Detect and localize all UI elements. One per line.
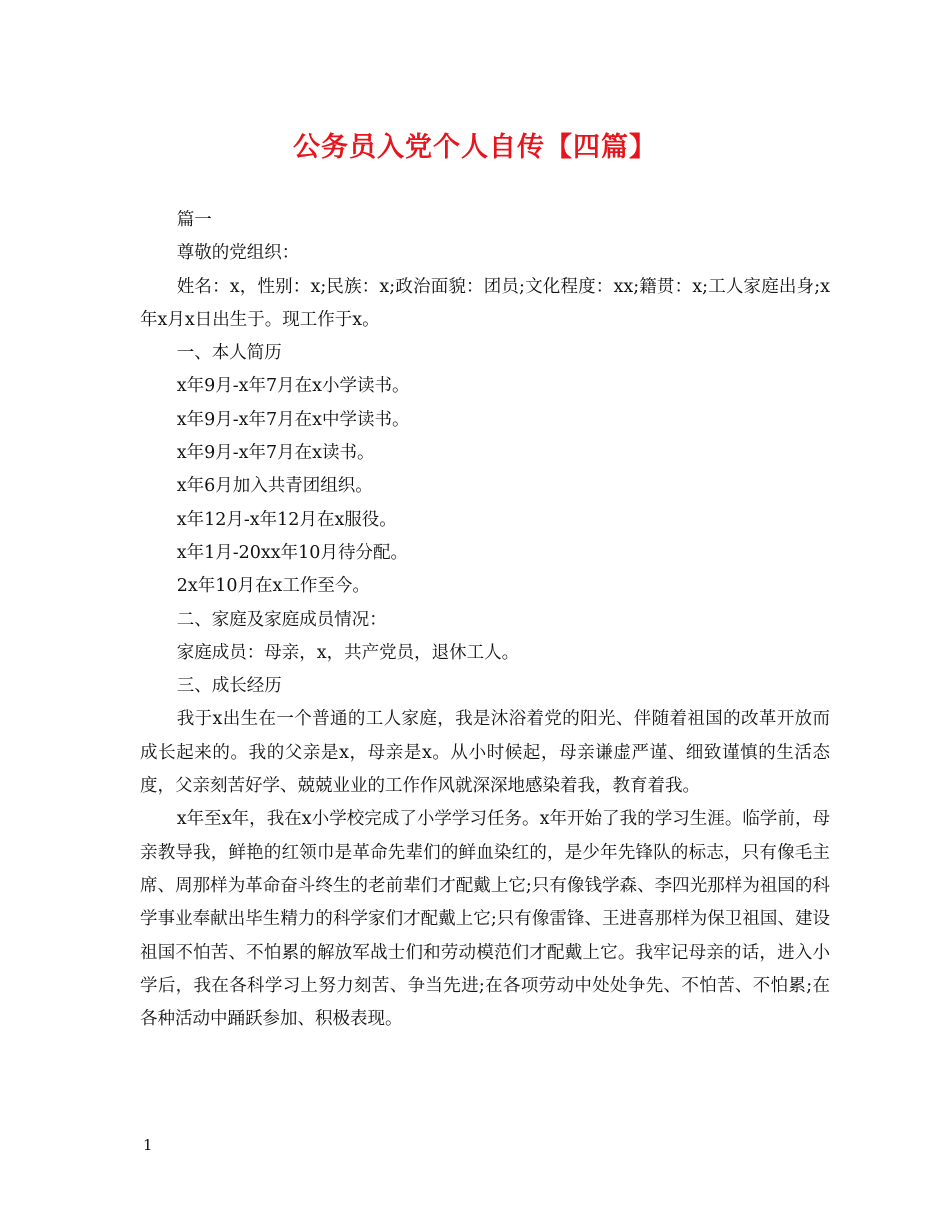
resume-item: x年1月-20xx年10月待分配。: [176, 542, 408, 563]
document-title: 公务员入党个人自传【四篇】: [293, 132, 657, 163]
resume-item: x年9月-x年7月在x读书。: [176, 443, 375, 464]
family-members: 家庭成员：母亲，x，共产党员，退休工人。: [176, 642, 520, 663]
growth-paragraph: 我于x出生在一个普通的工人家庭，我是沐浴着党的阳光、伴随着祖国的改革开放而成长起来的。我的父亲是x，母亲是x。从小时候起，母亲谦虚严谨、细致谨慎的生活态度，父亲刻苦好学、兢兢业业的工作作风就深深地感染着我，教育着我。: [140, 709, 830, 797]
resume-item: x年9月-x年7月在x中学读书。: [176, 409, 410, 430]
resume-item: x年9月-x年7月在x小学读书。: [176, 376, 410, 397]
resume-item: x年12月-x年12月在x服役。: [176, 509, 397, 530]
resume-heading: 一、本人简历: [176, 343, 282, 364]
family-heading: 二、家庭及家庭成员情况：: [176, 609, 387, 630]
personal-info-paragraph: 姓名：x，性别：x;民族：x;政治面貌：团员;文化程度：xx;籍贯：x;工人家庭出身;x年x月x日出生于。现工作于x。: [140, 276, 830, 330]
growth-paragraph: x年至x年，我在x小学校完成了小学学习任务。x年开始了我的学习生涯。临学前，母亲教导我，鲜艳的红领巾是革命先辈们的鲜血染红的，是少年先锋队的标志，只有像毛主席、周那样为革命奋斗终生的老前辈们才配戴上它;只有像钱学森、李四光那样为祖国的科学事业奉献出毕生精力的科学家们才配戴上它;只有像雷锋、王进喜那样为保卫祖国、建设祖国不怕苦、不怕累的解放军战士们和劳动模范们才配戴上它。我牢记母亲的话，进入小学后，我在各科学习上努力刻苦、争当先进;在各项劳动中处处争先、不怕苦、不怕累;在各种活动中踊跃参加、积极表现。: [140, 809, 830, 1030]
growth-heading: 三、成长经历: [176, 676, 282, 697]
page-number: 1: [143, 1136, 153, 1154]
resume-item: x年6月加入共青团组织。: [176, 476, 373, 497]
salutation: 尊敬的党组织：: [176, 243, 300, 264]
resume-item: 2x年10月在x工作至今。: [176, 576, 370, 597]
document-body: [140, 204, 830, 1036]
section-heading: 篇一: [176, 210, 212, 230]
